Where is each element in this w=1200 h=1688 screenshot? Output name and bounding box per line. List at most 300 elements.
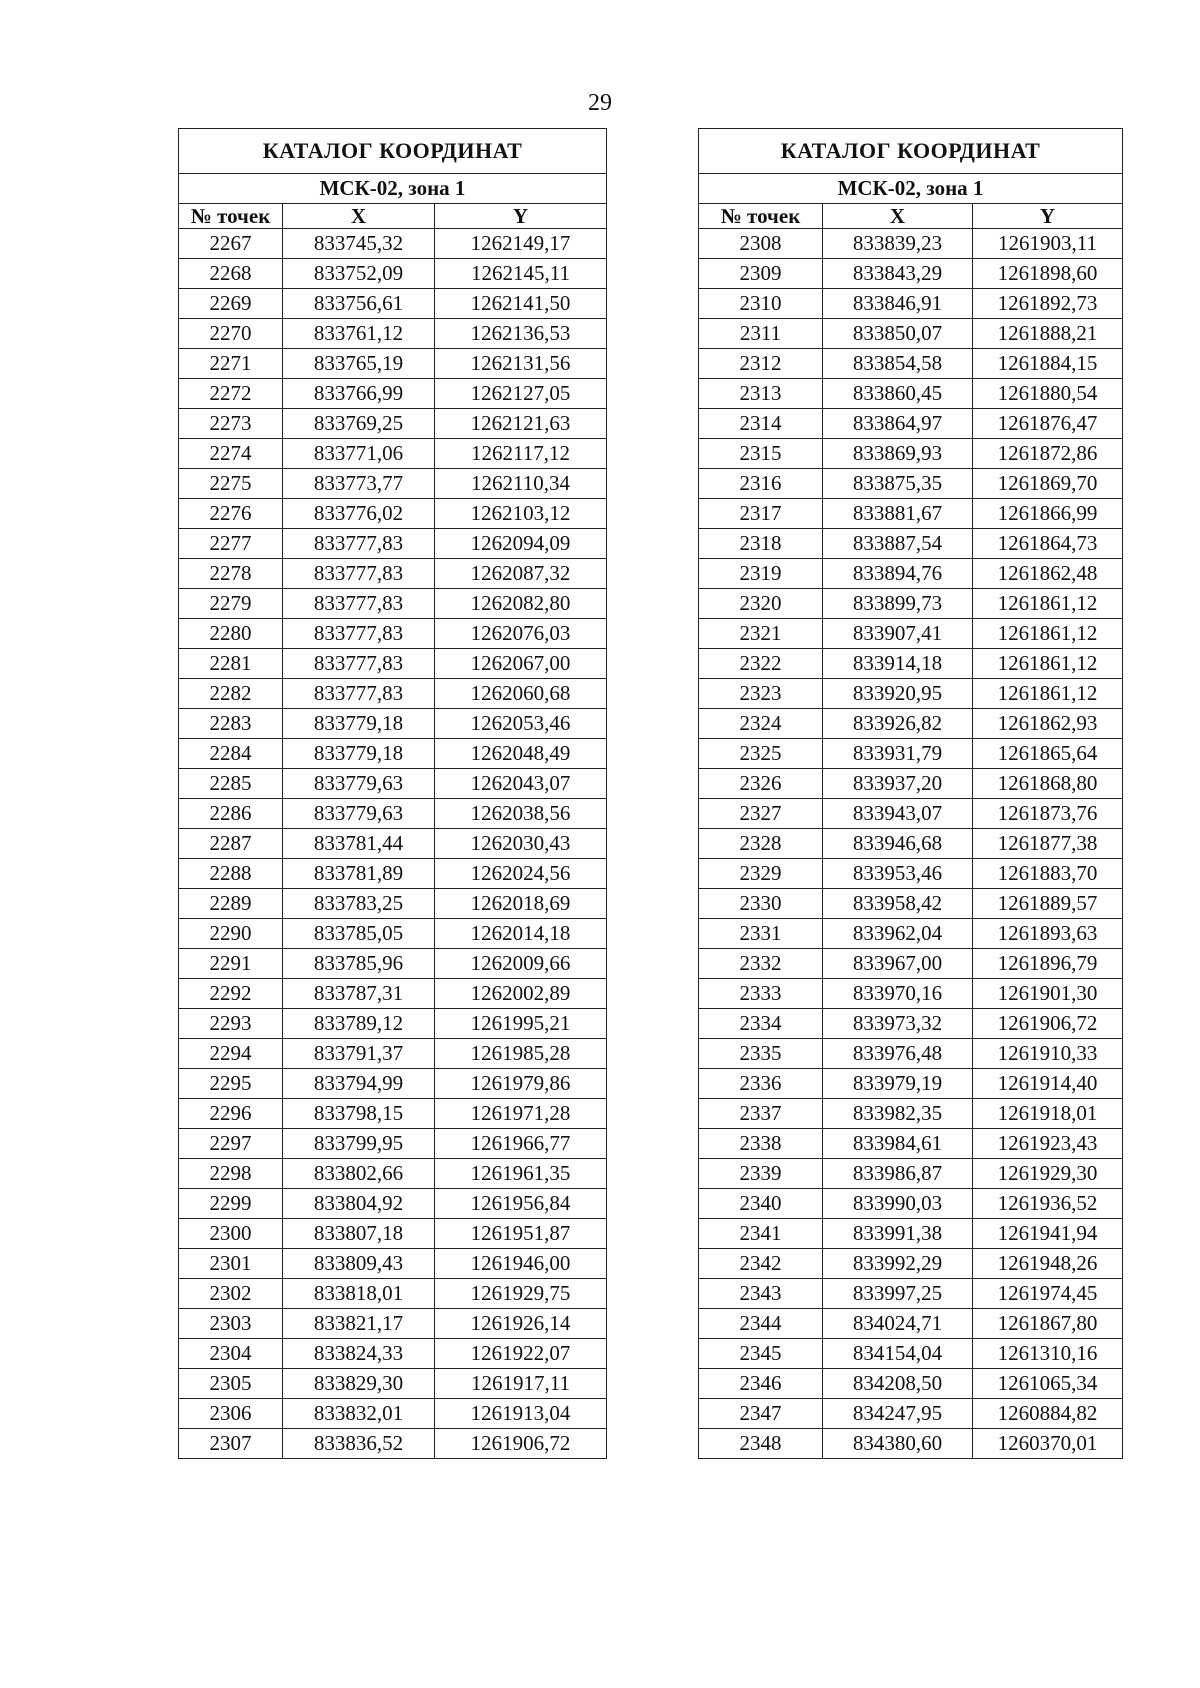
point-number-cell: 2303	[179, 1309, 283, 1339]
point-number-cell: 2304	[179, 1339, 283, 1369]
x-coordinate-cell: 834024,71	[823, 1309, 973, 1339]
x-coordinate-cell: 833843,29	[823, 259, 973, 289]
point-number-cell: 2347	[699, 1399, 823, 1429]
x-coordinate-cell: 833986,87	[823, 1159, 973, 1189]
point-number-cell: 2342	[699, 1249, 823, 1279]
table-row	[179, 1189, 607, 1219]
y-coordinate-cell: 1261974,45	[973, 1279, 1123, 1309]
table-row	[699, 889, 1123, 919]
y-coordinate-cell: 1261946,00	[435, 1249, 607, 1279]
x-coordinate-cell: 833832,01	[283, 1399, 435, 1429]
table-row	[699, 1309, 1123, 1339]
y-coordinate-cell: 1262024,56	[435, 859, 607, 889]
x-coordinate-cell: 833789,12	[283, 1009, 435, 1039]
point-number-cell: 2325	[699, 739, 823, 769]
x-header: X	[283, 204, 435, 229]
y-coordinate-cell: 1261910,33	[973, 1039, 1123, 1069]
point-number-cell: 2320	[699, 589, 823, 619]
point-number-cell: 2296	[179, 1099, 283, 1129]
catalog-body	[179, 229, 607, 1459]
x-coordinate-cell: 833854,58	[823, 349, 973, 379]
y-coordinate-cell: 1261901,30	[973, 979, 1123, 1009]
table-row	[699, 349, 1123, 379]
table-row	[179, 1039, 607, 1069]
point-number-cell: 2312	[699, 349, 823, 379]
x-coordinate-cell: 833982,35	[823, 1099, 973, 1129]
x-coordinate-cell: 833824,33	[283, 1339, 435, 1369]
point-number-cell: 2285	[179, 769, 283, 799]
y-coordinate-cell: 1260884,82	[973, 1399, 1123, 1429]
table-row	[179, 409, 607, 439]
point-number-cell: 2317	[699, 499, 823, 529]
y-coordinate-cell: 1261873,76	[973, 799, 1123, 829]
x-coordinate-cell: 833765,19	[283, 349, 435, 379]
coordinate-system: МСК-02, зона 1	[699, 174, 1123, 204]
table-row	[699, 1069, 1123, 1099]
x-coordinate-cell: 833807,18	[283, 1219, 435, 1249]
table-row	[179, 1369, 607, 1399]
y-coordinate-cell: 1261948,26	[973, 1249, 1123, 1279]
table-row	[179, 1399, 607, 1429]
y-coordinate-cell: 1261861,12	[973, 619, 1123, 649]
y-coordinate-cell: 1261979,86	[435, 1069, 607, 1099]
point-number-cell: 2336	[699, 1069, 823, 1099]
table-row	[699, 1219, 1123, 1249]
point-number-cell: 2278	[179, 559, 283, 589]
table-row	[179, 1309, 607, 1339]
y-coordinate-cell: 1262145,11	[435, 259, 607, 289]
table-row	[699, 979, 1123, 1009]
table-row	[699, 679, 1123, 709]
point-number-cell: 2344	[699, 1309, 823, 1339]
y-coordinate-cell: 1261951,87	[435, 1219, 607, 1249]
x-coordinate-cell: 833761,12	[283, 319, 435, 349]
table-row	[179, 379, 607, 409]
x-coordinate-cell: 833781,89	[283, 859, 435, 889]
table-row	[699, 1009, 1123, 1039]
point-number-cell: 2267	[179, 229, 283, 259]
point-number-header: № точек	[699, 204, 823, 229]
point-number-cell: 2315	[699, 439, 823, 469]
x-coordinate-cell: 833926,82	[823, 709, 973, 739]
point-number-cell: 2284	[179, 739, 283, 769]
point-number-cell: 2277	[179, 529, 283, 559]
table-row	[699, 499, 1123, 529]
table-row	[699, 949, 1123, 979]
x-header: X	[823, 204, 973, 229]
coordinate-system: МСК-02, зона 1	[179, 174, 607, 204]
x-coordinate-cell: 833804,92	[283, 1189, 435, 1219]
table-row	[699, 589, 1123, 619]
y-coordinate-cell: 1261869,70	[973, 469, 1123, 499]
table-row	[699, 829, 1123, 859]
table-row	[699, 409, 1123, 439]
table-row	[699, 1129, 1123, 1159]
y-coordinate-cell: 1262149,17	[435, 229, 607, 259]
point-number-cell: 2324	[699, 709, 823, 739]
x-coordinate-cell: 833756,61	[283, 289, 435, 319]
table-row	[179, 769, 607, 799]
y-coordinate-cell: 1262127,05	[435, 379, 607, 409]
y-coordinate-cell: 1262030,43	[435, 829, 607, 859]
x-coordinate-cell: 833818,01	[283, 1279, 435, 1309]
table-row	[179, 499, 607, 529]
x-coordinate-cell: 833798,15	[283, 1099, 435, 1129]
x-coordinate-cell: 833914,18	[823, 649, 973, 679]
y-coordinate-cell: 1261898,60	[973, 259, 1123, 289]
x-coordinate-cell: 833946,68	[823, 829, 973, 859]
point-number-cell: 2270	[179, 319, 283, 349]
y-header: Y	[973, 204, 1123, 229]
point-number-cell: 2291	[179, 949, 283, 979]
point-number-cell: 2306	[179, 1399, 283, 1429]
x-coordinate-cell: 833887,54	[823, 529, 973, 559]
x-coordinate-cell: 833777,83	[283, 619, 435, 649]
table-row	[699, 1249, 1123, 1279]
table-row	[179, 1339, 607, 1369]
x-coordinate-cell: 833907,41	[823, 619, 973, 649]
table-row	[699, 1159, 1123, 1189]
point-number-cell: 2339	[699, 1159, 823, 1189]
y-coordinate-cell: 1261867,80	[973, 1309, 1123, 1339]
y-coordinate-cell: 1261985,28	[435, 1039, 607, 1069]
point-number-cell: 2323	[699, 679, 823, 709]
point-number-cell: 2276	[179, 499, 283, 529]
y-coordinate-cell: 1261941,94	[973, 1219, 1123, 1249]
x-coordinate-cell: 833781,44	[283, 829, 435, 859]
x-coordinate-cell: 833920,95	[823, 679, 973, 709]
point-number-cell: 2274	[179, 439, 283, 469]
y-coordinate-cell: 1261892,73	[973, 289, 1123, 319]
table-row	[179, 559, 607, 589]
point-number-cell: 2321	[699, 619, 823, 649]
point-number-cell: 2297	[179, 1129, 283, 1159]
y-coordinate-cell: 1262060,68	[435, 679, 607, 709]
point-number-cell: 2271	[179, 349, 283, 379]
x-coordinate-cell: 833839,23	[823, 229, 973, 259]
y-coordinate-cell: 1261914,40	[973, 1069, 1123, 1099]
x-coordinate-cell: 833785,96	[283, 949, 435, 979]
table-row	[699, 379, 1123, 409]
table-row	[179, 589, 607, 619]
table-row	[179, 739, 607, 769]
x-coordinate-cell: 833787,31	[283, 979, 435, 1009]
table-row	[699, 1039, 1123, 1069]
y-coordinate-cell: 1262048,49	[435, 739, 607, 769]
y-coordinate-cell: 1262082,80	[435, 589, 607, 619]
x-coordinate-cell: 833745,32	[283, 229, 435, 259]
x-coordinate-cell: 834208,50	[823, 1369, 973, 1399]
y-coordinate-cell: 1261310,16	[973, 1339, 1123, 1369]
table-row	[179, 1429, 607, 1459]
point-number-cell: 2313	[699, 379, 823, 409]
x-coordinate-cell: 833791,37	[283, 1039, 435, 1069]
table-row	[699, 1189, 1123, 1219]
table-row	[699, 469, 1123, 499]
x-coordinate-cell: 833777,83	[283, 649, 435, 679]
y-header: Y	[435, 204, 607, 229]
table-row	[699, 289, 1123, 319]
x-coordinate-cell: 833777,83	[283, 559, 435, 589]
x-coordinate-cell: 833771,06	[283, 439, 435, 469]
y-coordinate-cell: 1262131,56	[435, 349, 607, 379]
point-number-cell: 2269	[179, 289, 283, 319]
y-coordinate-cell: 1262087,32	[435, 559, 607, 589]
y-coordinate-cell: 1261889,57	[973, 889, 1123, 919]
y-coordinate-cell: 1261868,80	[973, 769, 1123, 799]
table-row	[179, 709, 607, 739]
y-coordinate-cell: 1262103,12	[435, 499, 607, 529]
point-number-cell: 2275	[179, 469, 283, 499]
x-coordinate-cell: 833777,83	[283, 589, 435, 619]
y-coordinate-cell: 1261913,04	[435, 1399, 607, 1429]
y-coordinate-cell: 1261065,34	[973, 1369, 1123, 1399]
x-coordinate-cell: 833769,25	[283, 409, 435, 439]
table-row	[699, 529, 1123, 559]
point-number-cell: 2332	[699, 949, 823, 979]
table-row	[179, 289, 607, 319]
table-row	[179, 1099, 607, 1129]
y-coordinate-cell: 1262076,03	[435, 619, 607, 649]
x-coordinate-cell: 833777,83	[283, 679, 435, 709]
y-coordinate-cell: 1262136,53	[435, 319, 607, 349]
y-coordinate-cell: 1262067,00	[435, 649, 607, 679]
x-coordinate-cell: 833943,07	[823, 799, 973, 829]
point-number-cell: 2346	[699, 1369, 823, 1399]
x-coordinate-cell: 833829,30	[283, 1369, 435, 1399]
y-coordinate-cell: 1261918,01	[973, 1099, 1123, 1129]
point-number-cell: 2272	[179, 379, 283, 409]
point-number-cell: 2279	[179, 589, 283, 619]
table-row	[179, 1279, 607, 1309]
x-coordinate-cell: 833779,63	[283, 769, 435, 799]
table-row	[179, 1249, 607, 1279]
x-coordinate-cell: 833990,03	[823, 1189, 973, 1219]
table-row	[699, 319, 1123, 349]
point-number-cell: 2293	[179, 1009, 283, 1039]
y-coordinate-cell: 1261995,21	[435, 1009, 607, 1039]
table-row	[699, 649, 1123, 679]
x-coordinate-cell: 834380,60	[823, 1429, 973, 1459]
y-coordinate-cell: 1261906,72	[435, 1429, 607, 1459]
x-coordinate-cell: 833931,79	[823, 739, 973, 769]
point-number-cell: 2268	[179, 259, 283, 289]
point-number-cell: 2328	[699, 829, 823, 859]
x-coordinate-cell: 833875,35	[823, 469, 973, 499]
table-row	[699, 259, 1123, 289]
table-row	[179, 1009, 607, 1039]
point-number-cell: 2338	[699, 1129, 823, 1159]
y-coordinate-cell: 1261929,30	[973, 1159, 1123, 1189]
table-row	[179, 1219, 607, 1249]
x-coordinate-cell: 833958,42	[823, 889, 973, 919]
table-row	[179, 619, 607, 649]
table-row	[179, 979, 607, 1009]
y-coordinate-cell: 1262053,46	[435, 709, 607, 739]
y-coordinate-cell: 1261956,84	[435, 1189, 607, 1219]
y-coordinate-cell: 1261862,48	[973, 559, 1123, 589]
table-row	[179, 829, 607, 859]
table-row	[179, 469, 607, 499]
point-number-cell: 2308	[699, 229, 823, 259]
y-coordinate-cell: 1262110,34	[435, 469, 607, 499]
x-coordinate-cell: 833766,99	[283, 379, 435, 409]
catalog-title: КАТАЛОГ КООРДИНАТ	[179, 129, 607, 174]
y-coordinate-cell: 1261872,86	[973, 439, 1123, 469]
point-number-cell: 2326	[699, 769, 823, 799]
x-coordinate-cell: 833979,19	[823, 1069, 973, 1099]
table-row	[179, 859, 607, 889]
table-row	[699, 709, 1123, 739]
x-coordinate-cell: 834247,95	[823, 1399, 973, 1429]
table-row	[699, 799, 1123, 829]
y-coordinate-cell: 1261896,79	[973, 949, 1123, 979]
x-coordinate-cell: 833970,16	[823, 979, 973, 1009]
table-row	[179, 349, 607, 379]
y-coordinate-cell: 1261922,07	[435, 1339, 607, 1369]
table-row	[179, 319, 607, 349]
point-number-cell: 2273	[179, 409, 283, 439]
point-number-cell: 2287	[179, 829, 283, 859]
point-number-cell: 2319	[699, 559, 823, 589]
point-number-cell: 2301	[179, 1249, 283, 1279]
point-number-cell: 2292	[179, 979, 283, 1009]
table-row	[699, 1369, 1123, 1399]
y-coordinate-cell: 1261877,38	[973, 829, 1123, 859]
table-row	[699, 1339, 1123, 1369]
x-coordinate-cell: 833846,91	[823, 289, 973, 319]
table-row	[179, 1129, 607, 1159]
table-row	[179, 1069, 607, 1099]
y-coordinate-cell: 1261861,12	[973, 589, 1123, 619]
point-number-cell: 2299	[179, 1189, 283, 1219]
catalog-body	[699, 229, 1123, 1459]
y-coordinate-cell: 1262002,89	[435, 979, 607, 1009]
point-number-cell: 2282	[179, 679, 283, 709]
y-coordinate-cell: 1261936,52	[973, 1189, 1123, 1219]
point-number-cell: 2281	[179, 649, 283, 679]
table-row	[699, 439, 1123, 469]
y-coordinate-cell: 1262014,18	[435, 919, 607, 949]
x-coordinate-cell: 833773,77	[283, 469, 435, 499]
y-coordinate-cell: 1262043,07	[435, 769, 607, 799]
table-row	[699, 619, 1123, 649]
y-coordinate-cell: 1261883,70	[973, 859, 1123, 889]
x-coordinate-cell: 833777,83	[283, 529, 435, 559]
y-coordinate-cell: 1262141,50	[435, 289, 607, 319]
y-coordinate-cell: 1260370,01	[973, 1429, 1123, 1459]
point-number-cell: 2334	[699, 1009, 823, 1039]
point-number-cell: 2310	[699, 289, 823, 319]
point-number-cell: 2327	[699, 799, 823, 829]
point-number-cell: 2289	[179, 889, 283, 919]
x-coordinate-cell: 833962,04	[823, 919, 973, 949]
point-number-cell: 2340	[699, 1189, 823, 1219]
x-coordinate-cell: 833783,25	[283, 889, 435, 919]
x-coordinate-cell: 833953,46	[823, 859, 973, 889]
point-number-cell: 2329	[699, 859, 823, 889]
x-coordinate-cell: 833967,00	[823, 949, 973, 979]
x-coordinate-cell: 833864,97	[823, 409, 973, 439]
point-number-cell: 2330	[699, 889, 823, 919]
x-coordinate-cell: 833836,52	[283, 1429, 435, 1459]
table-row	[699, 1099, 1123, 1129]
y-coordinate-cell: 1261906,72	[973, 1009, 1123, 1039]
point-number-cell: 2337	[699, 1099, 823, 1129]
point-number-cell: 2286	[179, 799, 283, 829]
point-number-cell: 2311	[699, 319, 823, 349]
table-row	[699, 229, 1123, 259]
table-row	[179, 919, 607, 949]
x-coordinate-cell: 833799,95	[283, 1129, 435, 1159]
point-number-cell: 2348	[699, 1429, 823, 1459]
table-row	[179, 889, 607, 919]
point-number-cell: 2333	[699, 979, 823, 1009]
table-row	[179, 229, 607, 259]
point-number-cell: 2343	[699, 1279, 823, 1309]
table-row	[179, 679, 607, 709]
table-row	[699, 769, 1123, 799]
table-row	[699, 739, 1123, 769]
point-number-cell: 2345	[699, 1339, 823, 1369]
coordinate-catalog-left	[178, 128, 607, 1459]
table-row	[699, 559, 1123, 589]
point-number-cell: 2331	[699, 919, 823, 949]
y-coordinate-cell: 1262117,12	[435, 439, 607, 469]
x-coordinate-cell: 833821,17	[283, 1309, 435, 1339]
point-number-cell: 2322	[699, 649, 823, 679]
y-coordinate-cell: 1262009,66	[435, 949, 607, 979]
table-row	[699, 919, 1123, 949]
point-number-cell: 2295	[179, 1069, 283, 1099]
point-number-cell: 2280	[179, 619, 283, 649]
y-coordinate-cell: 1261888,21	[973, 319, 1123, 349]
y-coordinate-cell: 1261929,75	[435, 1279, 607, 1309]
y-coordinate-cell: 1261966,77	[435, 1129, 607, 1159]
point-number-cell: 2294	[179, 1039, 283, 1069]
y-coordinate-cell: 1261876,47	[973, 409, 1123, 439]
x-coordinate-cell: 833973,32	[823, 1009, 973, 1039]
x-coordinate-cell: 833894,76	[823, 559, 973, 589]
table-row	[699, 1279, 1123, 1309]
y-coordinate-cell: 1261866,99	[973, 499, 1123, 529]
y-coordinate-cell: 1261961,35	[435, 1159, 607, 1189]
y-coordinate-cell: 1261880,54	[973, 379, 1123, 409]
y-coordinate-cell: 1261926,14	[435, 1309, 607, 1339]
y-coordinate-cell: 1261917,11	[435, 1369, 607, 1399]
point-number-cell: 2314	[699, 409, 823, 439]
point-number-cell: 2305	[179, 1369, 283, 1399]
y-coordinate-cell: 1261861,12	[973, 679, 1123, 709]
y-coordinate-cell: 1261861,12	[973, 649, 1123, 679]
point-number-cell: 2302	[179, 1279, 283, 1309]
x-coordinate-cell: 833992,29	[823, 1249, 973, 1279]
table-row	[179, 1159, 607, 1189]
x-coordinate-cell: 833991,38	[823, 1219, 973, 1249]
x-coordinate-cell: 833802,66	[283, 1159, 435, 1189]
point-number-cell: 2298	[179, 1159, 283, 1189]
point-number-cell: 2300	[179, 1219, 283, 1249]
x-coordinate-cell: 834154,04	[823, 1339, 973, 1369]
y-coordinate-cell: 1262038,56	[435, 799, 607, 829]
y-coordinate-cell: 1261903,11	[973, 229, 1123, 259]
y-coordinate-cell: 1261862,93	[973, 709, 1123, 739]
x-coordinate-cell: 833809,43	[283, 1249, 435, 1279]
y-coordinate-cell: 1261923,43	[973, 1129, 1123, 1159]
point-number-cell: 2309	[699, 259, 823, 289]
point-number-cell: 2316	[699, 469, 823, 499]
table-row	[179, 799, 607, 829]
